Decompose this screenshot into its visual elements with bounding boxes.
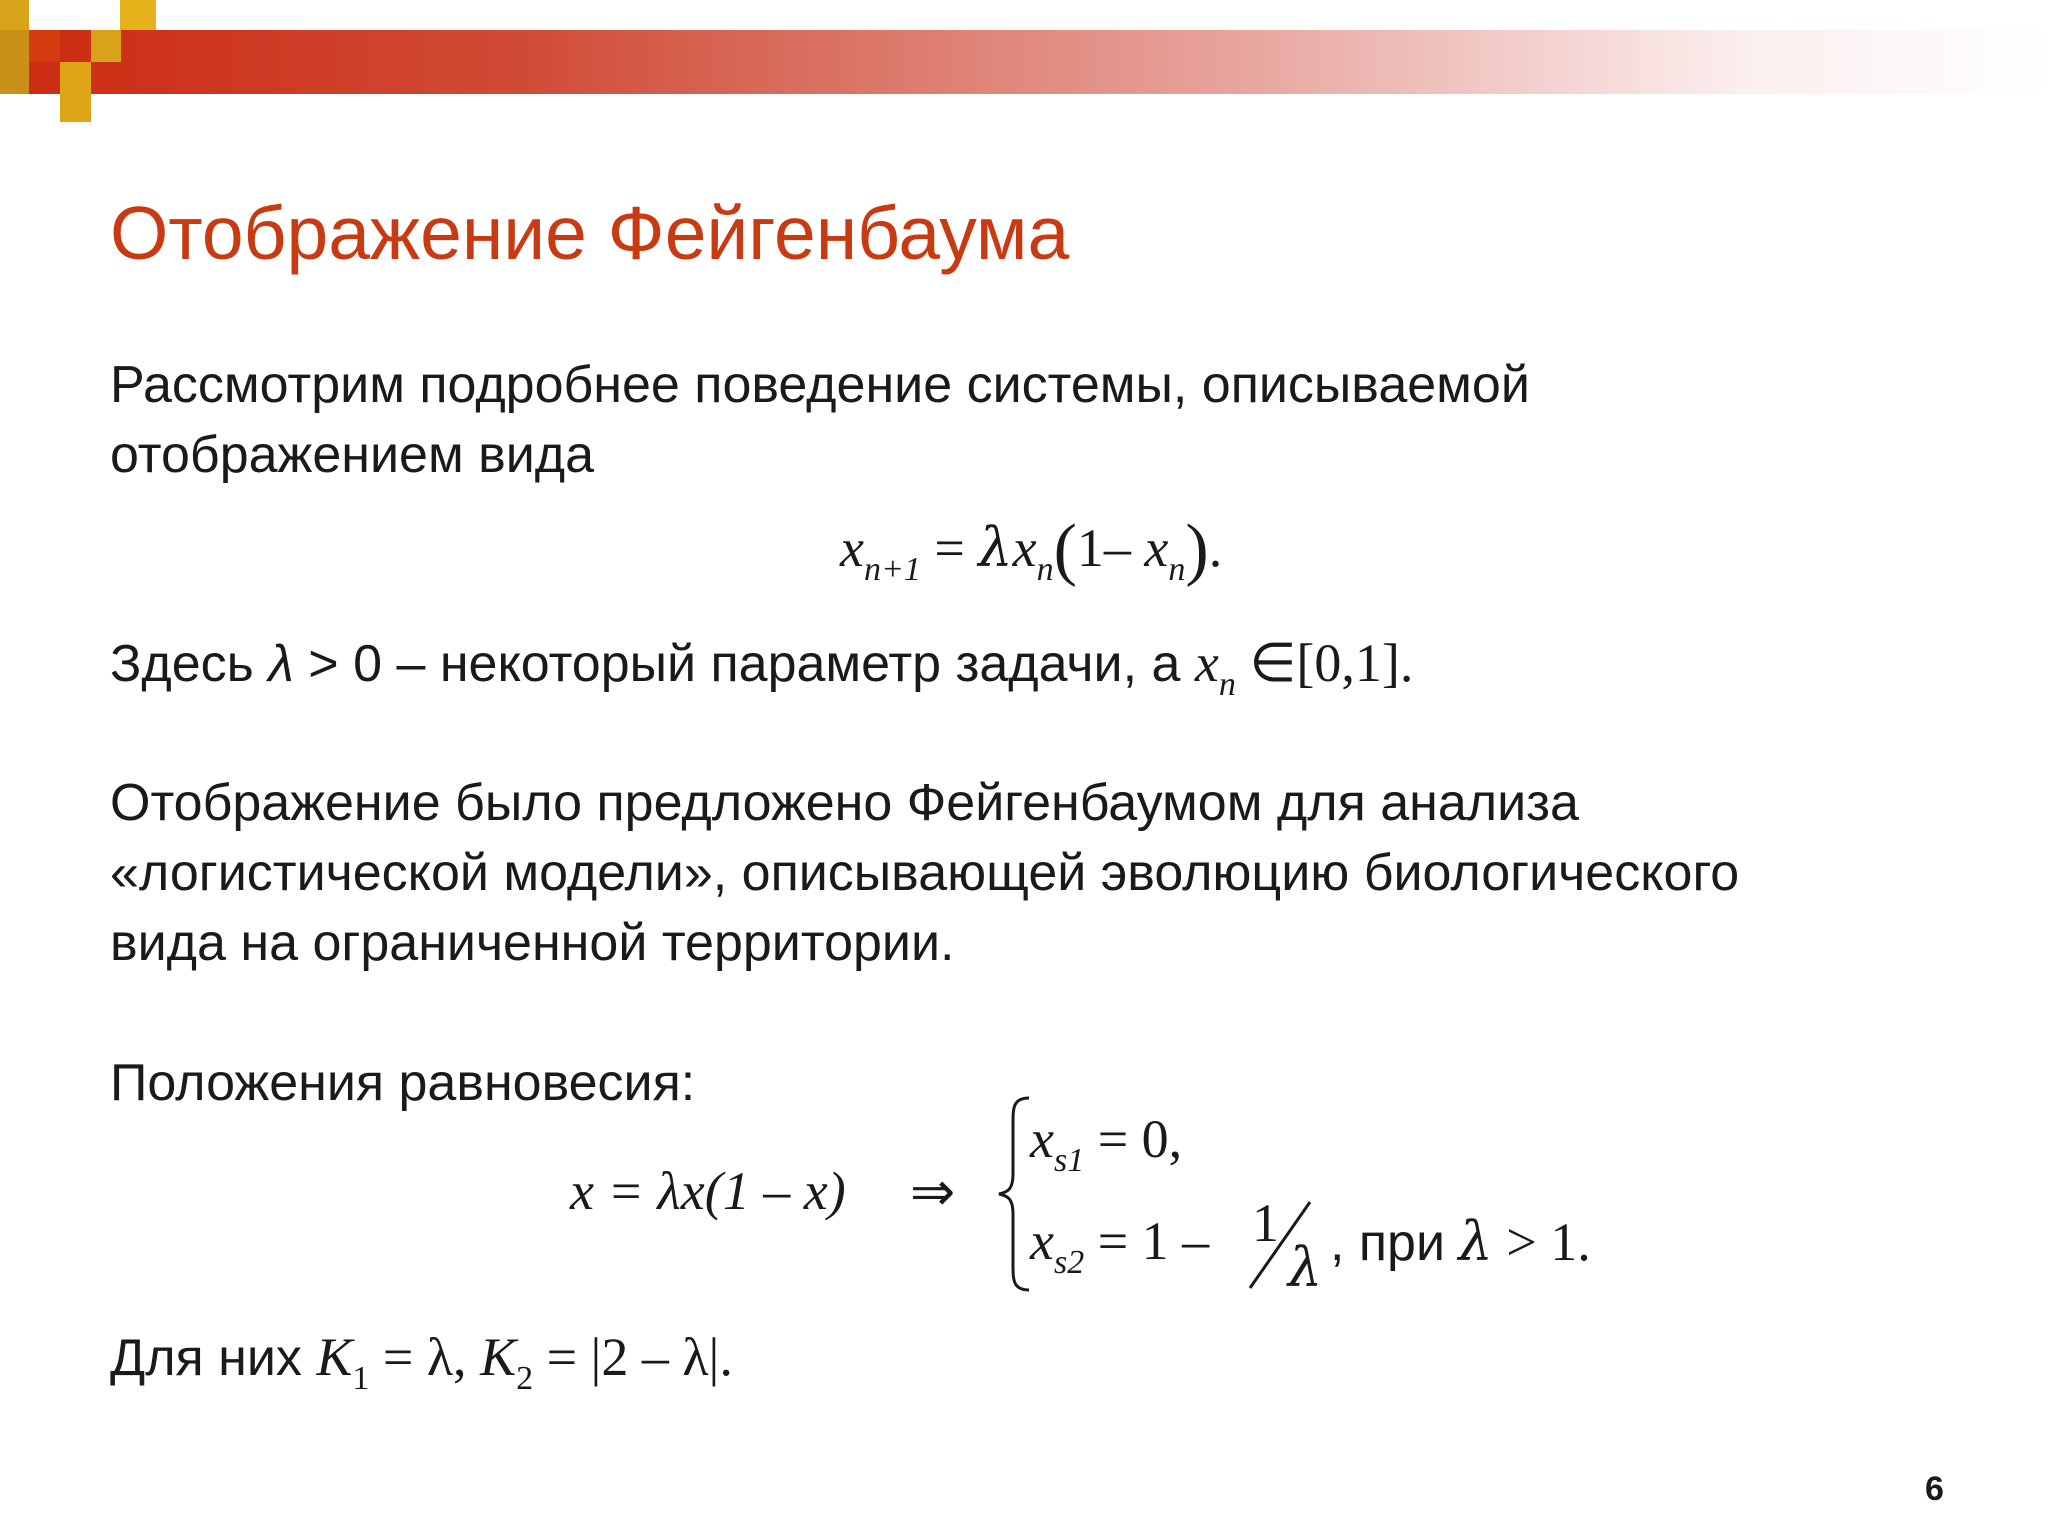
condition-lambda: λ (1458, 1210, 1493, 1273)
decor-square (60, 62, 91, 122)
equation-equilibrium: x = λx(1 – x) (570, 1161, 846, 1221)
eq1-lambda: λ (978, 516, 1013, 579)
para5-math (316, 1327, 733, 1397)
eq1-x: x (1012, 518, 1037, 578)
xs1-rhs: = 0, (1097, 1109, 1183, 1169)
paragraph-intro-line-2: отображением вида (110, 426, 595, 484)
eq1-paren: ) (1185, 511, 1209, 588)
condition-rest: > 1. (1506, 1212, 1591, 1272)
para2-dot: . (1399, 633, 1414, 693)
xs2-sub: s2 (1053, 1244, 1085, 1281)
decor-square (0, 0, 29, 30)
implies-symbol: ⇒ (910, 1162, 956, 1222)
k1-sub: 1 (352, 1360, 370, 1397)
eq1-sub: n (1168, 551, 1186, 588)
para2-math (1194, 633, 1414, 703)
xs2-x: x (1030, 1211, 1054, 1271)
para2-lambda: λ (268, 635, 294, 693)
multipliers-line (110, 1322, 733, 1414)
xs1-sub: s1 (1053, 1142, 1085, 1179)
equilibrium-condition (1330, 1210, 1591, 1273)
decor-square (91, 30, 121, 62)
eq1-equals: = (934, 518, 965, 578)
decor-square (29, 30, 60, 62)
para5-dot: . (719, 1327, 733, 1387)
brace-icon (995, 1094, 1035, 1294)
k1-symbol: K (316, 1327, 353, 1387)
equilibrium-xs2 (1030, 1210, 1209, 1282)
paragraph-origin-line-1: Отображение было предложено Фейгенбаумом для анализа (110, 774, 1579, 832)
slide-title: Отображение Фейгенбаума (110, 191, 1070, 275)
para2-sub: n (1218, 666, 1236, 703)
para2-x: x (1194, 633, 1219, 693)
para2-in: ∈ (1249, 633, 1297, 693)
eq1-x: x (840, 518, 864, 578)
decor-square (29, 0, 91, 30)
xs2-rhs: = 1 – (1097, 1211, 1210, 1271)
para2-interval: [0,1] (1296, 633, 1400, 693)
page-number: 6 (1925, 1470, 1944, 1508)
eq1-one: 1 (1076, 518, 1104, 578)
decor-square (0, 30, 29, 94)
para5-prefix: Для них (110, 1329, 302, 1387)
paragraph-intro-line-1: Рассмотрим подробнее поведение системы, описываемой (110, 356, 1530, 414)
eq1-paren: ( (1053, 511, 1077, 588)
equilibrium-xs1 (1030, 1108, 1182, 1180)
k2-symbol: K (480, 1327, 517, 1387)
eq1-sub: n+1 (863, 551, 921, 588)
para2-rest: > 0 – некоторый параметр задачи, а (308, 635, 1181, 693)
equation-map (840, 510, 1222, 590)
decor-square (0, 94, 29, 134)
paragraph-parameter (110, 628, 1413, 720)
k2-sub: 2 (516, 1360, 534, 1397)
k1-rhs: = λ, (382, 1327, 467, 1387)
para2-prefix: Здесь (110, 635, 254, 693)
header-band (0, 30, 2048, 94)
xs1-x: x (1030, 1109, 1054, 1169)
eq1-x: x (1144, 518, 1169, 578)
eq1-minus: – (1103, 518, 1131, 578)
condition-prefix: , при (1330, 1214, 1446, 1272)
paragraph-origin-line-2: «логистической модели», описывающей эволюцию биологического (110, 844, 1740, 902)
equilibrium-label: Положения равновесия: (110, 1054, 696, 1112)
fraction-numerator: 1 (1252, 1193, 1279, 1253)
decor-square (120, 0, 156, 30)
paragraph-origin-line-3: вида на ограниченной территории. (110, 914, 955, 972)
fraction-denominator: λ (1288, 1236, 1323, 1299)
eq1-sub: n (1036, 551, 1054, 588)
eq1-dot: . (1208, 518, 1223, 578)
k2-rhs: = |2 – λ| (546, 1327, 720, 1387)
